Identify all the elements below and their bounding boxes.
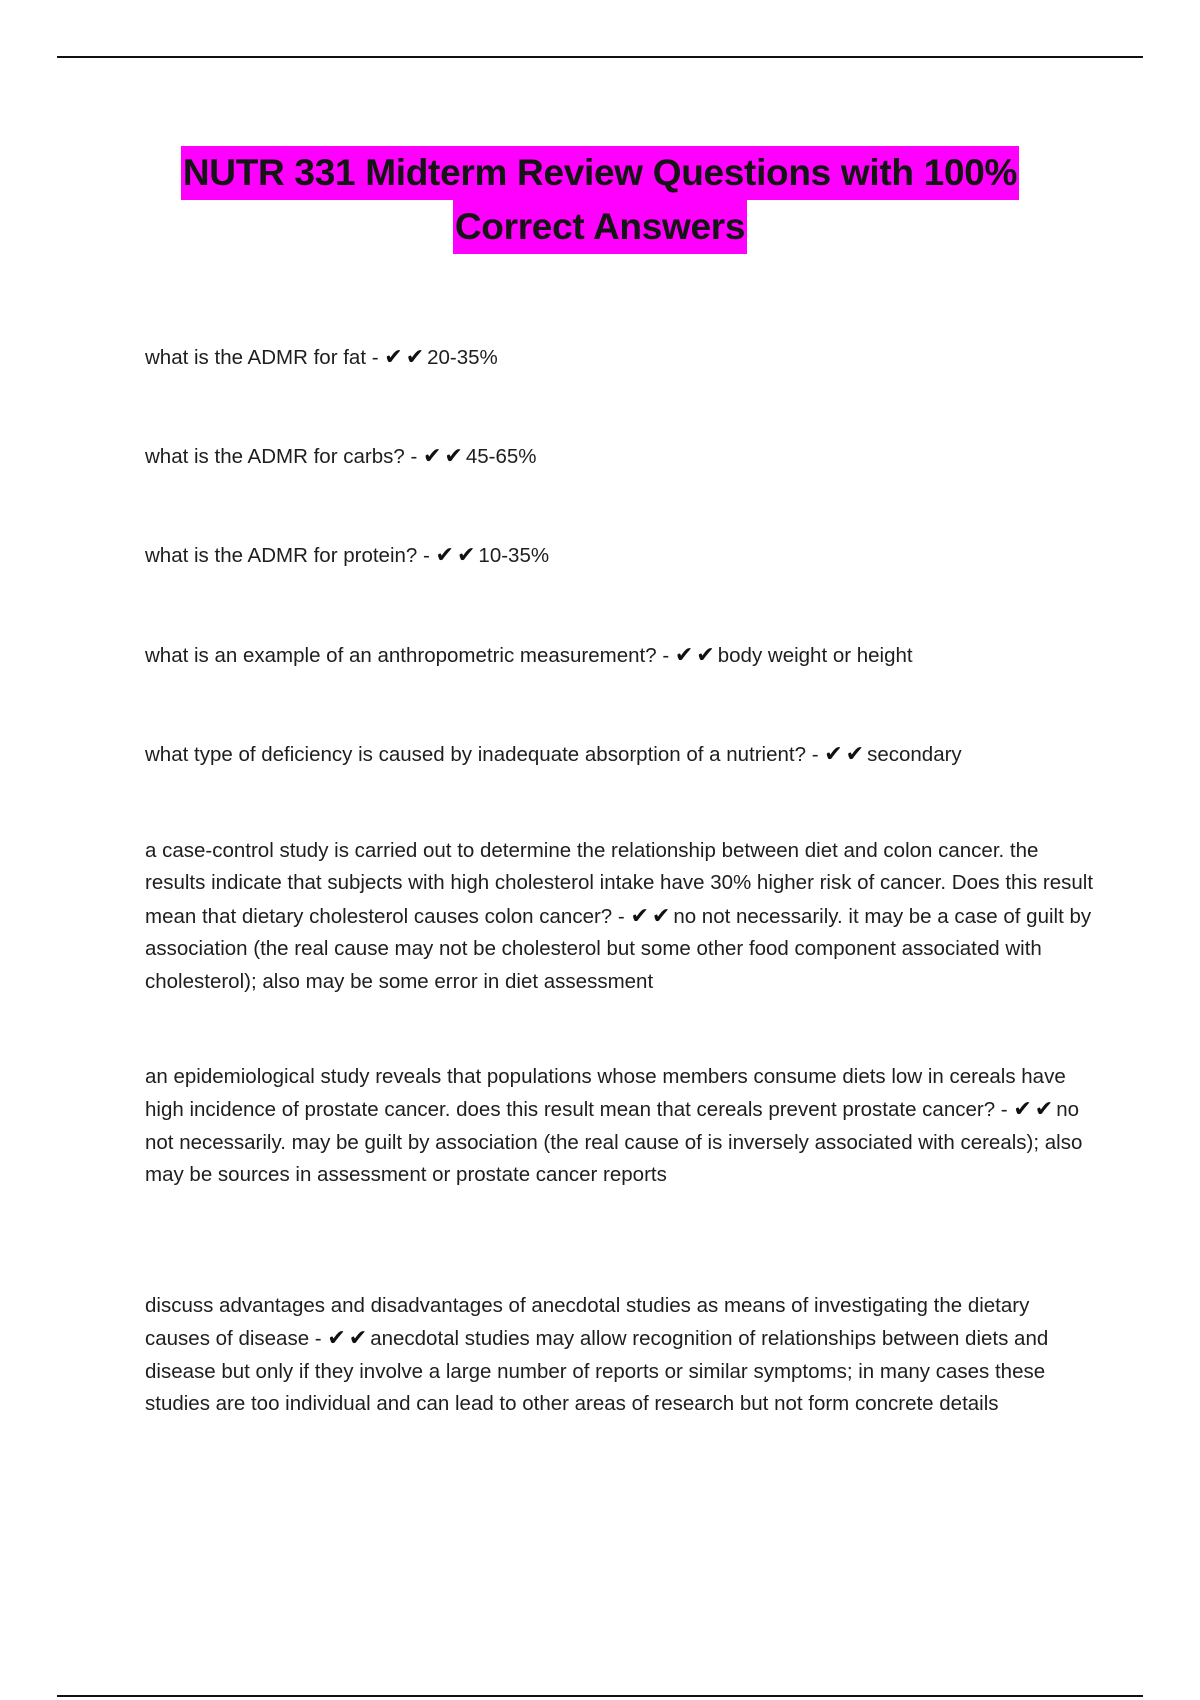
separator: -	[806, 742, 825, 766]
question-text: what type of deficiency is caused by inadequate absorption of a nutrient?	[145, 742, 806, 766]
answer-text: secondary	[867, 742, 962, 766]
check-icon: ✔	[1013, 1096, 1032, 1121]
separator: -	[366, 345, 385, 369]
qa-item	[145, 738, 1095, 772]
qa-item	[145, 341, 1095, 375]
question-text: a case-control study is carried out to determine the relationship between diet and colon cancer. the results indicate that subjects with high cholesterol intake have 30% higher risk of cancer. Does this result mean that dietary cholesterol causes colon cancer?	[145, 838, 1094, 928]
answer-text: body weight or height	[717, 643, 913, 667]
answer-text: anecdotal studies may allow recognition of relationships between diets and disease but only if they involve a large number of reports or similar symptoms; in many cases these studies are too individual and can lead to other areas of research but not form concrete details	[145, 1327, 1049, 1415]
separator: -	[995, 1098, 1014, 1121]
separator: -	[656, 643, 675, 667]
check-icon: ✔	[435, 541, 454, 567]
qa-item	[145, 539, 1095, 573]
check-icon: ✔	[630, 902, 649, 928]
separator: -	[309, 1327, 328, 1350]
question-text: what is the ADMR for fat	[145, 345, 367, 369]
check-icon: ✔	[444, 442, 463, 468]
check-icon: ✔	[845, 740, 865, 766]
check-icon: ✔	[651, 902, 671, 928]
answer-text: 45-65%	[465, 444, 537, 468]
qa-item	[145, 1061, 1095, 1192]
answer-text: 20-35%	[427, 345, 498, 369]
separator: -	[612, 904, 631, 928]
answer-text: 10-35%	[478, 543, 550, 567]
check-icon: ✔	[405, 343, 425, 369]
page-title	[0, 146, 1200, 254]
qa-item	[145, 639, 1095, 673]
title-line-1: NUTR 331 Midterm Review Questions with 100%	[181, 146, 1019, 200]
separator: -	[404, 444, 423, 468]
question-text: what is the ADMR for carbs?	[145, 444, 405, 468]
check-icon: ✔	[824, 740, 843, 766]
check-icon: ✔	[422, 442, 442, 468]
qa-item	[145, 835, 1095, 999]
check-icon: ✔	[674, 641, 694, 667]
check-icon: ✔	[384, 343, 403, 369]
top-rule	[57, 56, 1143, 58]
title-line-2: Correct Answers	[453, 200, 747, 254]
check-icon: ✔	[456, 541, 476, 567]
check-icon: ✔	[348, 1325, 368, 1350]
question-text: discuss advantages and disadvantages of anecdotal studies as means of investigating the dietary causes of disease	[145, 1293, 1030, 1350]
question-text: what is an example of an anthropometric measurement?	[145, 643, 657, 667]
check-icon: ✔	[1034, 1096, 1054, 1121]
qa-item	[145, 440, 1095, 474]
qa-item	[145, 1290, 1095, 1421]
answer-text: no not necessarily. it may be a case of guilt by association (the real cause may not be cholesterol but some other food component associated with cholesterol); also may be some error in diet assessment	[145, 904, 1092, 993]
bottom-rule	[57, 1695, 1143, 1697]
question-text: what is the ADMR for protein?	[145, 543, 418, 567]
question-text: an epidemiological study reveals that populations whose members consume diets low in cereals have high incidence of prostate cancer. does this result mean that cereals prevent prostate cancer?	[145, 1064, 1066, 1121]
answer-text: no not necessarily. may be guilt by association (the real cause of is inversely associated with cereals); also may be sources in assessment or prostate cancer reports	[145, 1098, 1083, 1186]
check-icon: ✔	[327, 1325, 346, 1350]
check-icon: ✔	[696, 641, 715, 667]
separator: -	[417, 543, 436, 567]
